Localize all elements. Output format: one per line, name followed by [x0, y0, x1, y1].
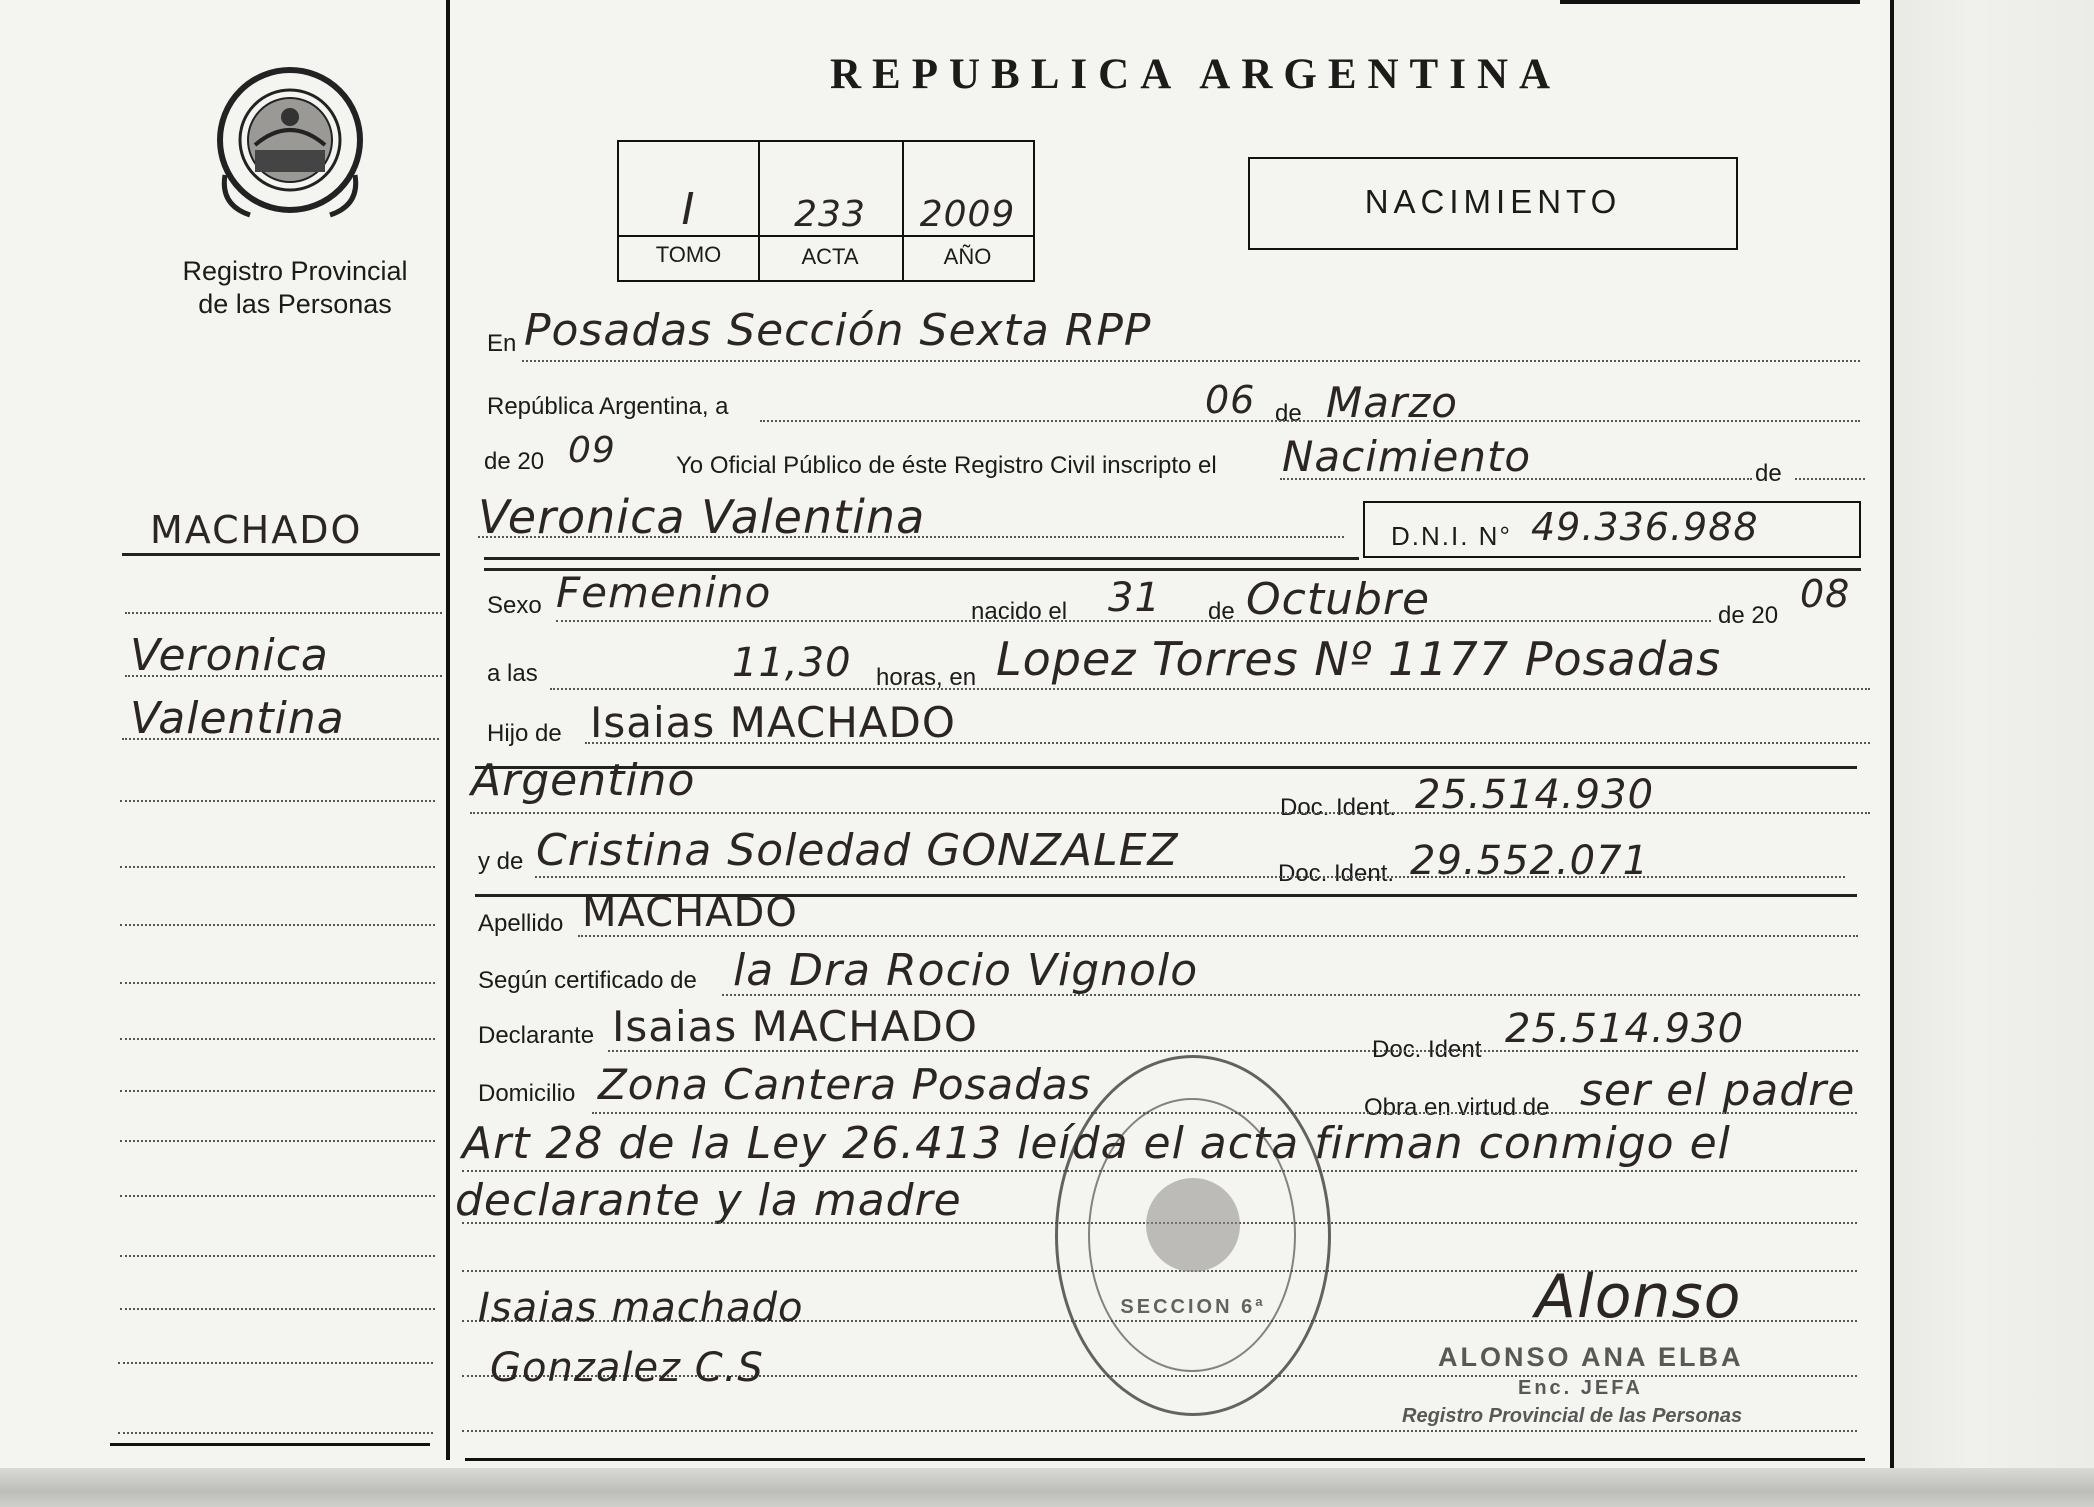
margin-dotted-line	[120, 800, 435, 802]
obra-value: ser el padre	[1580, 1065, 1856, 1116]
declarante-line	[608, 1050, 1858, 1052]
mother-name: Cristina Soledad GONZALEZ	[536, 825, 1179, 876]
date-line	[760, 420, 1860, 422]
registry-line1: Registro Provincial	[182, 256, 408, 286]
yde-label: y de	[478, 848, 524, 875]
signature-official: Alonso	[1535, 1262, 1742, 1332]
segun-label: Según certificado de	[478, 967, 697, 994]
declarante-doc: 25.514.930	[1505, 1006, 1745, 1052]
margin-dotted-line	[120, 1308, 435, 1310]
registry-line2: de las Personas	[198, 289, 392, 319]
apellido-value: MACHADO	[582, 890, 798, 936]
mother-doc: 29.552.071	[1410, 838, 1650, 884]
birth-place-line	[550, 688, 1870, 690]
sexo-value: Femenino	[556, 568, 772, 617]
doc-ident-label-1: Doc. Ident.	[1280, 794, 1397, 821]
margin-dotted-line	[120, 1090, 435, 1092]
margin-surname: MACHADO	[150, 508, 363, 552]
dni-value: 49.336.988	[1531, 505, 1759, 549]
anio-label: AÑO	[943, 244, 992, 269]
margin-dotted-line	[125, 675, 442, 677]
mother-line	[535, 876, 1845, 878]
observation-rule-6	[462, 1430, 1857, 1432]
domicilio-value: Zona Cantera Posadas	[598, 1060, 1092, 1109]
margin-dotted-line	[120, 866, 435, 868]
child-name-line	[478, 536, 1344, 538]
birth-year: 08	[1800, 572, 1851, 616]
apellido-line	[578, 935, 1858, 937]
margin-dotted-line	[122, 738, 439, 740]
child-name: Veronica Valentina	[478, 490, 926, 544]
margin-dotted-line	[118, 1362, 433, 1364]
sexo-label: Sexo	[487, 592, 542, 619]
margin-name2: Valentina	[130, 693, 345, 744]
acta-label: ACTA	[801, 244, 859, 269]
observation-line-2: declarante y la madre	[455, 1175, 962, 1226]
provincial-seal	[210, 55, 370, 225]
official-role: Enc. JEFA	[1518, 1377, 1643, 1399]
birth-line	[556, 620, 1711, 622]
tomo-label: TOMO	[655, 242, 722, 267]
margin-dotted-line	[120, 1195, 435, 1197]
margin-divider	[446, 0, 450, 1460]
margin-dotted-line	[120, 1038, 435, 1040]
margin-dotted-line	[120, 1255, 435, 1257]
day-value: 06	[1205, 378, 1256, 422]
tomo-value: I	[681, 184, 696, 235]
domicilio-label: Domicilio	[478, 1080, 576, 1107]
oficial-text: Yo Oficial Público de éste Registro Civil inscripto el	[676, 452, 1217, 479]
document-type-box	[1248, 157, 1738, 250]
horas-label: horas, en	[876, 664, 977, 691]
stamp-section: SECCION 6ª	[1120, 1296, 1266, 1318]
year-prefix: de 20	[484, 448, 545, 475]
birth-year-prefix: de 20	[1718, 602, 1779, 629]
anio-value: 2009	[919, 194, 1016, 235]
margin-dotted-line	[118, 1432, 433, 1434]
certificado-value: la Dra Rocio Vignolo	[733, 945, 1199, 996]
birth-month: Octubre	[1246, 574, 1431, 625]
declarante-value: Isaias MACHADO	[612, 1002, 978, 1051]
margin-dotted-line	[120, 924, 435, 926]
place-line	[522, 360, 1860, 362]
birth-place: Lopez Torres Nº 1177 Posadas	[996, 632, 1722, 686]
certificado-line	[722, 994, 1860, 996]
record-box	[617, 140, 1035, 282]
obra-label: Obra en virtud de	[1364, 1094, 1550, 1121]
father-name: Isaias MACHADO	[590, 698, 956, 747]
document-type: NACIMIENTO	[1364, 183, 1622, 220]
de-line	[1795, 478, 1865, 480]
dni-label: D.N.I. N°	[1391, 521, 1512, 551]
right-border	[1890, 0, 1894, 1468]
top-border-segment	[1560, 0, 1860, 4]
nacido-label: nacido el	[971, 598, 1068, 625]
republica-label: República Argentina, a	[487, 393, 729, 420]
en-label: En	[487, 330, 517, 357]
official-registry: Registro Provincial de las Personas	[1402, 1405, 1743, 1427]
inscripto-value: Nacimiento	[1282, 432, 1532, 481]
margin-dotted-line	[120, 982, 435, 984]
dni-box	[1363, 501, 1861, 558]
inscripto-line	[1280, 478, 1752, 480]
official-name: ALONSO ANA ELBA	[1438, 1342, 1744, 1372]
hora-value: 11,30	[732, 640, 852, 686]
father-doc: 25.514.930	[1415, 772, 1655, 818]
observation-line-1: Art 28 de la Ley 26.413 leída el acta firman conmigo el	[462, 1118, 1731, 1169]
page-edge-shadow	[1892, 0, 2094, 1507]
father-line	[585, 742, 1870, 744]
place-value: Posadas Sección Sexta RPP	[524, 305, 1152, 356]
de-label-3: de	[1208, 598, 1235, 625]
page-bottom-shadow	[0, 1468, 2094, 1507]
hijo-label: Hijo de	[487, 720, 562, 747]
margin-bottom-line	[110, 1443, 430, 1446]
margin-dotted-line	[125, 612, 442, 614]
page-title: REPUBLICA ARGENTINA	[830, 51, 1562, 98]
signature-madre: Gonzalez C.S	[490, 1345, 764, 1391]
father-nationality: Argentino	[471, 755, 696, 806]
doc-ident-label-3: Doc. Ident	[1372, 1036, 1482, 1063]
birth-day: 31	[1108, 575, 1161, 621]
signature-declarante: Isaias machado	[478, 1285, 804, 1331]
apellido-label: Apellido	[478, 910, 564, 937]
margin-dotted-line	[120, 1140, 435, 1142]
name-rule	[484, 557, 1359, 560]
de-label-1: de	[1275, 400, 1302, 427]
father-doc-line	[470, 812, 1870, 814]
margin-name1: Veronica	[130, 630, 329, 681]
stamp-emblem	[1146, 1178, 1240, 1272]
official-stamp	[1055, 1055, 1331, 1416]
body-bottom-line	[465, 1458, 1865, 1461]
registry-name	[150, 255, 440, 321]
declarante-label: Declarante	[478, 1022, 595, 1049]
doc-ident-label-2: Doc. Ident.	[1278, 860, 1395, 887]
de-label-2: de	[1755, 460, 1782, 487]
month-value: Marzo	[1326, 378, 1458, 427]
margin-surname-rule	[122, 553, 440, 556]
acta-value: 233	[794, 194, 866, 235]
year-value: 09	[568, 430, 616, 471]
alas-label: a las	[487, 660, 538, 687]
